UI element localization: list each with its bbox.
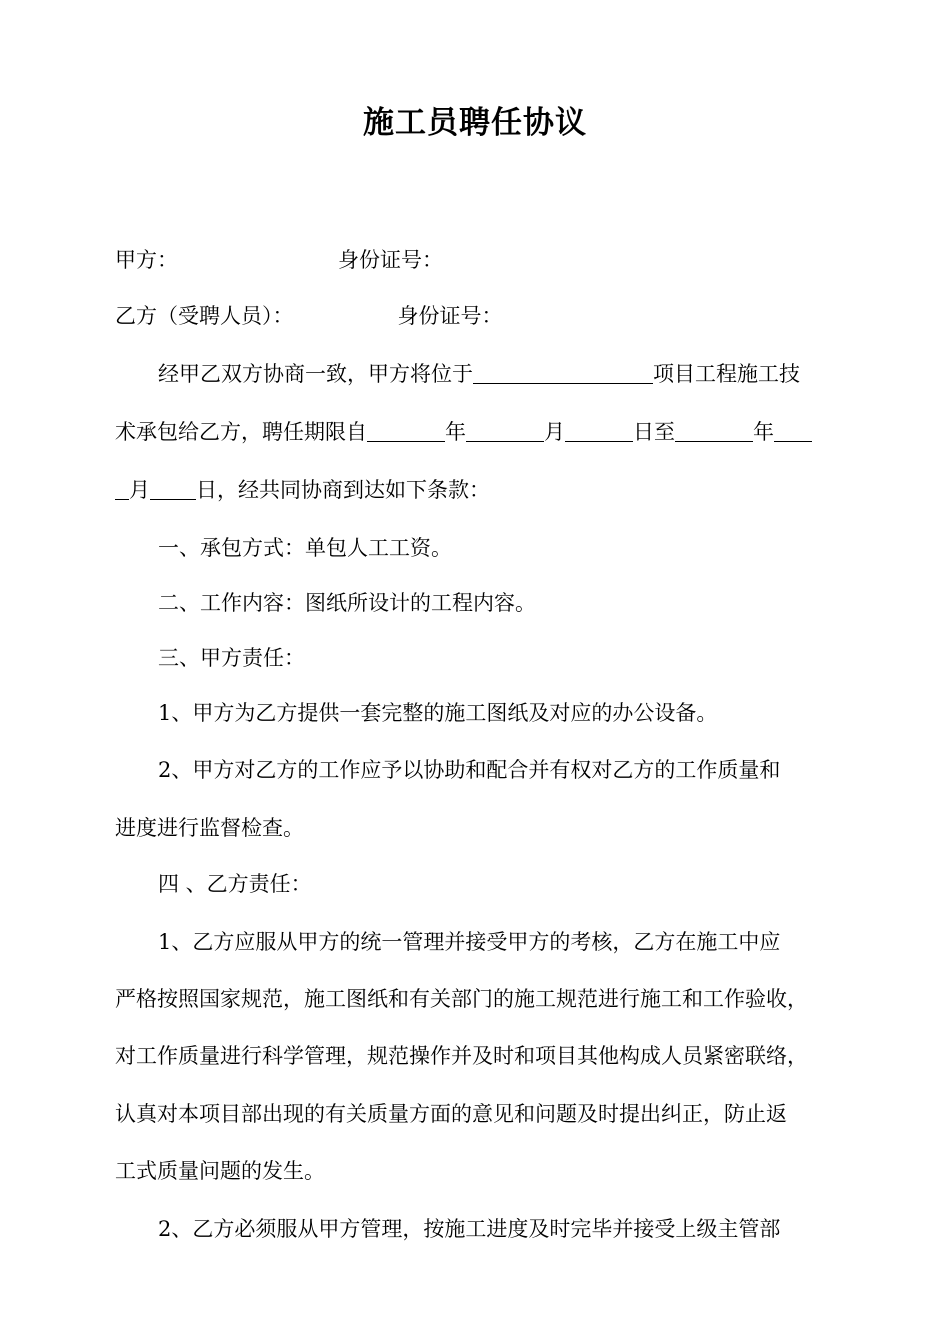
- intro-line-2: [115, 416, 845, 448]
- end-month-label: 月: [129, 478, 150, 502]
- intro-text-3: 术承包给乙方，聘任期限自: [115, 420, 367, 444]
- start-year-blank: [367, 419, 445, 442]
- party-a-label: 甲方：: [115, 248, 178, 272]
- intro-text-4: 日，经共同协商到达如下条款：: [196, 478, 490, 502]
- clause-1: 一、承包方式：单包人工工资。: [158, 536, 452, 560]
- clause-2: 二、工作内容：图纸所设计的工程内容。: [158, 591, 536, 615]
- start-day-label: 日至: [633, 420, 675, 444]
- clause-4-1-line-1: 1、乙方应服从甲方的统一管理并接受甲方的考核，乙方在施工中应: [158, 930, 781, 954]
- project-location-blank: [473, 361, 653, 384]
- intro-line-1: [158, 358, 848, 390]
- clause-3-1: 1、甲方为乙方提供一套完整的施工图纸及对应的办公设备。: [158, 701, 718, 725]
- intro-line-3: [115, 474, 845, 506]
- clause-4-1-line-5: 工式质量问题的发生。: [115, 1159, 325, 1183]
- document-title: 施工员聘任协议: [363, 105, 587, 141]
- clause-3-2-line-2: 进度进行监督检查。: [115, 816, 304, 840]
- start-month-blank: [466, 419, 544, 442]
- clause-4-2-line-1: 2、乙方必须服从甲方管理，按施工进度及时完毕并接受上级主管部: [158, 1217, 781, 1241]
- start-month-label: 月: [544, 420, 565, 444]
- start-day-blank: [565, 419, 633, 442]
- clause-3-2-line-1: 2、甲方对乙方的工作应予以协助和配合并有权对乙方的工作质量和: [158, 758, 781, 782]
- party-b-line: [115, 300, 845, 332]
- end-day-blank: [150, 477, 196, 500]
- start-year-label: 年: [445, 420, 466, 444]
- party-b-label: 乙方（受聘人员）：: [115, 304, 294, 328]
- clause-4-1-line-4: 认真对本项目部出现的有关质量方面的意见和问题及时提出纠正，防止返: [115, 1102, 787, 1126]
- end-year-blank: [675, 419, 753, 442]
- intro-text-1: 经甲乙双方协商一致，甲方将位于: [158, 362, 473, 386]
- clause-4-1-line-2: 严格按照国家规范，施工图纸和有关部门的施工规范进行施工和工作验收，: [115, 987, 808, 1011]
- party-a-line: [115, 244, 845, 276]
- party-b-id-label: 身份证号：: [397, 304, 503, 328]
- clause-4-1-line-3: 对工作质量进行科学管理，规范操作并及时和项目其他构成人员紧密联络，: [115, 1044, 808, 1068]
- intro-text-2: 项目工程施工技: [653, 362, 800, 386]
- party-a-id-label: 身份证号：: [338, 248, 443, 272]
- clause-3: 三、甲方责任：: [158, 646, 305, 670]
- end-month-blank-part1: [774, 419, 812, 442]
- end-month-blank-part2: [115, 477, 129, 500]
- end-year-label: 年: [753, 420, 774, 444]
- clause-4: 四 、乙方责任：: [158, 872, 312, 896]
